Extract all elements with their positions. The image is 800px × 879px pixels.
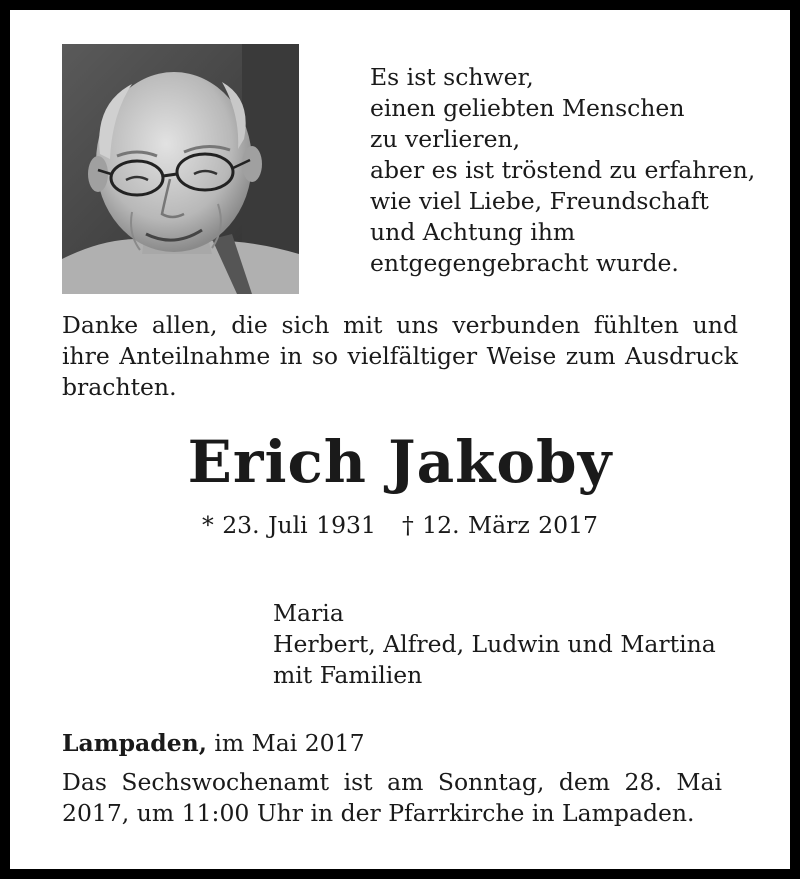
place-date-line bbox=[62, 728, 738, 759]
family-line: Maria bbox=[273, 599, 344, 627]
obituary-card bbox=[10, 10, 790, 869]
quote-line: wie viel Liebe, Freundschaft bbox=[370, 187, 709, 215]
thanks-line: ihre Anteilnahme in so vielfältiger Weise zum Ausdruck bbox=[62, 342, 738, 370]
thanks-line: Danke allen, die sich mit uns verbunden fühlten und bbox=[62, 311, 738, 339]
quote-line: aber es ist tröstend zu erfahren, bbox=[370, 156, 756, 184]
thanks-line: brachten. bbox=[62, 373, 177, 401]
quote-line: und Achtung ihm bbox=[370, 218, 576, 246]
service-line: Das Sechswochenamt ist am Sonntag, dem 28. Mai bbox=[62, 768, 722, 796]
portrait-image bbox=[62, 44, 299, 294]
quote-line: entgegengebracht wurde. bbox=[370, 249, 679, 277]
place-town: Lampaden, bbox=[62, 729, 207, 757]
family-block bbox=[273, 598, 773, 691]
place-date: im Mai 2017 bbox=[206, 729, 365, 757]
quote-block bbox=[370, 62, 780, 279]
quote-line: Es ist schwer, bbox=[370, 63, 534, 91]
portrait-photo bbox=[62, 44, 299, 294]
quote-line: zu verlieren, bbox=[370, 125, 521, 153]
life-dates bbox=[10, 510, 790, 541]
thanks-paragraph bbox=[62, 310, 738, 403]
quote-line: einen geliebten Menschen bbox=[370, 94, 685, 122]
death-date: † 12. März 2017 bbox=[401, 511, 598, 539]
birth-date: * 23. Juli 1931 bbox=[202, 511, 376, 539]
service-paragraph bbox=[62, 767, 722, 829]
deceased-name: Erich Jakoby bbox=[187, 428, 613, 496]
family-line: Herbert, Alfred, Ludwin und Martina bbox=[273, 630, 716, 658]
family-line: mit Familien bbox=[273, 661, 423, 689]
service-line: 2017, um 11:00 Uhr in der Pfarrkirche in Lampaden. bbox=[62, 799, 695, 827]
